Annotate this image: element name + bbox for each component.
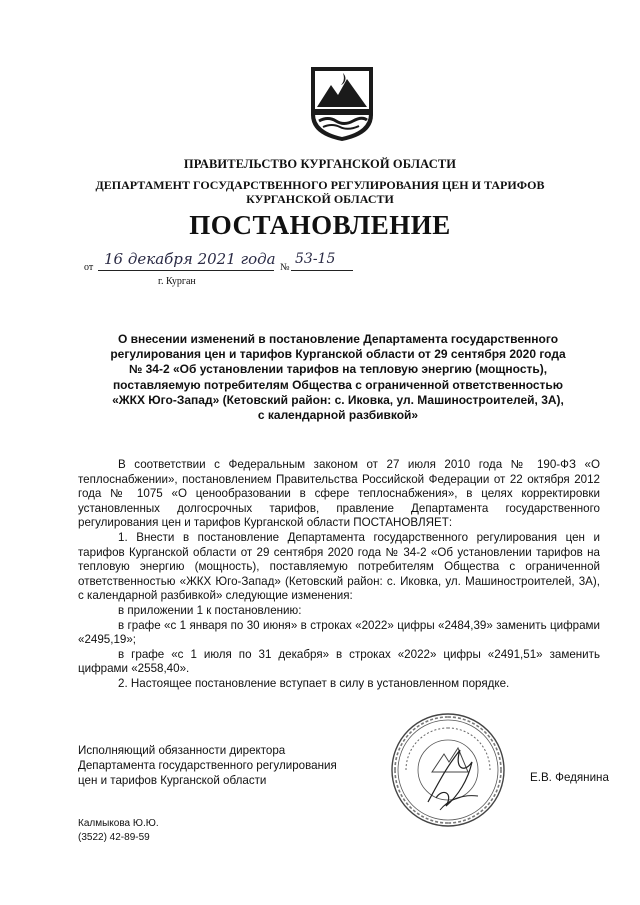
city-label: г. Курган [158, 276, 196, 287]
signatory-name: Е.В. Федянина [530, 771, 609, 784]
subject-line: О внесении изменений в постановление Департамента государственного [117, 332, 559, 346]
document-body [78, 458, 600, 692]
number-prefix: № [280, 262, 290, 273]
executor-name: Калмыкова Ю.Ю. [78, 818, 159, 829]
number-field [291, 252, 353, 271]
signatory-position-line1: Исполняющий обязанности директора [78, 744, 286, 757]
body-paragraph-item1: 1. Внести в постановление Департамента государственного регулирования цен и тарифов Курганской области от 29 сентября 2020 года № 34-2 «Об установлении тарифов на тепловую энергию (мощность), поставляемую потребителям Общества с ограниченной ответственностью «ЖКХ Юго-Запад» (Кетовский район: с. Иковка, ул. Машиностроителей, 3А), с календарной разбивкой» следующие изменения: [78, 530, 600, 603]
body-paragraph-change2: в графе «с 1 июля по 31 декабря» в строках «2022» цифры «2491,51» заменить цифрами «2558,40». [78, 647, 600, 676]
document-type-heading: ПОСТАНОВЛЕНИЕ [189, 210, 451, 240]
signature-block [78, 743, 337, 788]
date-field [98, 252, 274, 271]
body-paragraph-change1: в графе «с 1 января по 30 июня» в строках «2022» цифры «2484,39» заменить цифрами «2495,19»; [78, 618, 600, 647]
executor-contact [78, 817, 159, 844]
department-title-line2: КУРГАНСКОЙ ОБЛАСТИ [246, 192, 394, 206]
signatory-position-line2: Департамента государственного регулирования [78, 759, 337, 772]
date-prefix: от [84, 262, 94, 273]
document-subject [78, 332, 598, 423]
number-handwritten: 53-15 [295, 251, 336, 267]
subject-line: № 34-2 «Об установлении тарифов на тепловую энергию (мощность), [128, 362, 548, 377]
subject-line: регулирования цен и тарифов Курганской области от 29 сентября 2020 года [110, 347, 566, 362]
body-paragraph-preamble: В соответствии с Федеральным законом от 27 июля 2010 года № 190-ФЗ «О теплоснабжении», постановлением Правительства Российской Федерации от 22 октября 2012 года № 1075 «О ценообразовании в сфере теплоснабжения», в целях корректировки установленных долгосрочных тарифов, правление Департамента государственного регулирования цен и тарифов Курганской области ПОСТАНОВЛЯЕТ: [78, 458, 600, 530]
subject-line: «ЖКХ Юго-Запад» (Кетовский район: с. Иковка, ул. Машиностроителей, 3А), [112, 392, 564, 407]
government-title: ПРАВИТЕЛЬСТВО КУРГАНСКОЙ ОБЛАСТИ [183, 157, 457, 171]
official-seal-stamp [388, 710, 508, 830]
date-handwritten: 16 декабря 2021 года [104, 250, 276, 268]
coat-of-arms-emblem [303, 63, 381, 143]
body-paragraph-appendix: в приложении 1 к постановлению: [118, 603, 302, 617]
department-title-line1: ДЕПАРТАМЕНТ ГОСУДАРСТВЕННОГО РЕГУЛИРОВАНИЯ ЦЕН И ТАРИФОВ [95, 178, 545, 192]
signatory-position-line3: цен и тарифов Курганской области [78, 774, 267, 787]
body-paragraph-item2: 2. Настоящее постановление вступает в силу в установленном порядке. [118, 676, 510, 690]
subject-line: с календарной разбивкой» [257, 408, 419, 423]
executor-phone: (3522) 42-89-59 [78, 831, 150, 843]
subject-line: поставляемую потребителям Общества с ограниченной ответственностью [112, 377, 564, 392]
